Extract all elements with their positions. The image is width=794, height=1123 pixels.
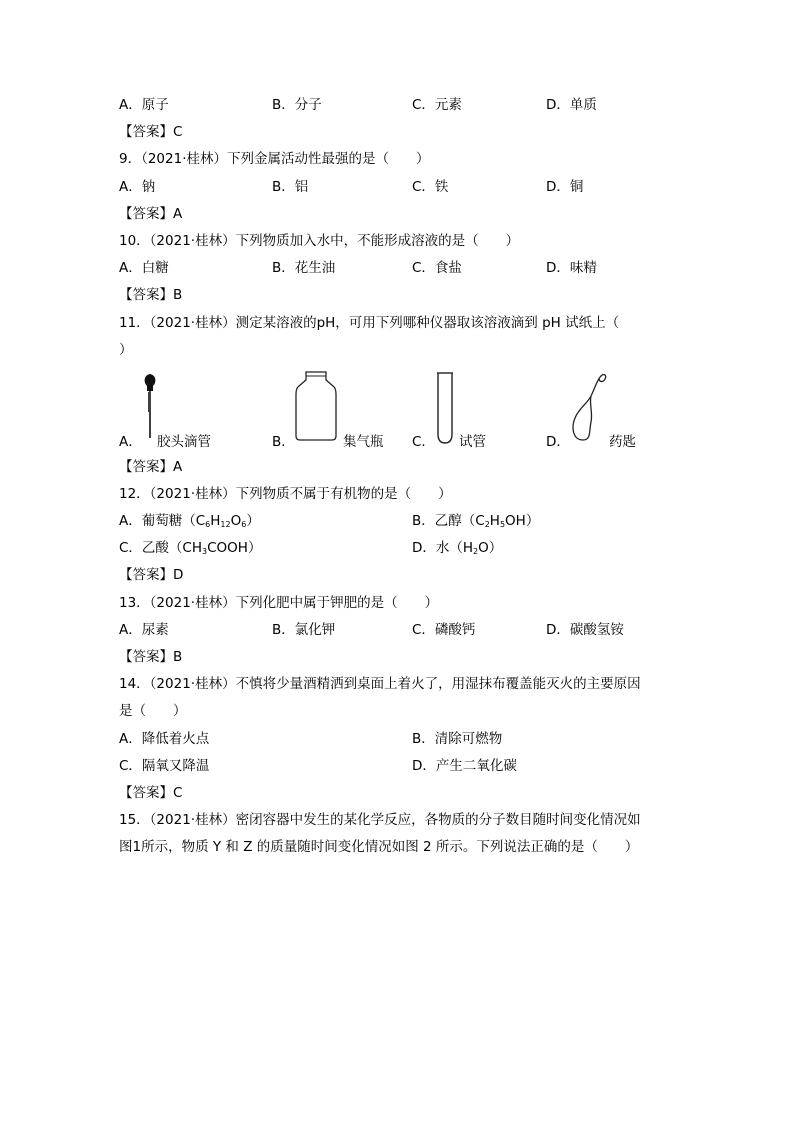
q8-option-b: B．分子 xyxy=(272,97,322,113)
q13-option-d: D．碳酸氢铵 xyxy=(546,622,624,638)
test-tube-figure xyxy=(434,370,456,446)
q13-option-b: B．氯化钾 xyxy=(272,622,336,638)
q12-option-d: D．水$(H_2O)$ xyxy=(412,540,503,556)
q12-option-c: C．乙酸$(CH_3COOH)$ xyxy=(119,540,262,556)
q14-option-b: B．清除可燃物 xyxy=(412,731,503,747)
q11-answer: 【答案】A xyxy=(119,459,183,475)
q9-option-b: B．铝 xyxy=(272,179,309,195)
q11-option-b-letter: B． xyxy=(272,434,295,450)
q10-option-d: D．味精 xyxy=(546,260,597,276)
q11-option-c-letter: C． xyxy=(412,434,435,450)
q14-stem-line2: 是（ ） xyxy=(119,703,187,719)
q9-option-c: C．铁 xyxy=(412,179,449,195)
q8-answer: 【答案】C xyxy=(119,124,183,140)
q12-option-a: A．葡萄糖$(C_6H_{12}O_6)$ xyxy=(119,513,260,529)
q10-stem: 10．（2021·桂林）下列物质加入水中，不能形成溶液的是（ ） xyxy=(119,233,520,249)
spoon-figure xyxy=(567,370,609,444)
q10-option-c: C．食盐 xyxy=(412,260,462,276)
q11-option-a-letter: A． xyxy=(119,434,142,450)
q13-option-c: C．磷酸钙 xyxy=(412,622,476,638)
q12-stem: 12．（2021·桂林）下列物质不属于有机物的是（ ） xyxy=(119,486,452,502)
q11-option-c-name: 试管 xyxy=(459,434,486,450)
q9-option-a: A．钠 xyxy=(119,179,156,195)
q15-stem-line1: 15．（2021·桂林）密闭容器中发生的某化学反应，各物质的分子数目随时间变化情况如 xyxy=(119,812,641,828)
q14-option-c: C．隔氧又降温 xyxy=(119,758,210,774)
q12-answer: 【答案】D xyxy=(119,567,184,583)
q13-option-a: A．尿素 xyxy=(119,622,169,638)
q8-option-a: A．原子 xyxy=(119,97,169,113)
q8-option-c: C．元素 xyxy=(412,97,462,113)
q8-option-d: D．单质 xyxy=(546,97,597,113)
q9-option-d: D．铜 xyxy=(546,179,584,195)
q11-option-b-name: 集气瓶 xyxy=(343,434,384,450)
gas-jar-figure xyxy=(293,370,339,442)
q13-stem: 13．（2021·桂林）下列化肥中属于钾肥的是（ ） xyxy=(119,595,439,611)
q11-option-d-letter: D． xyxy=(546,434,570,450)
q11-stem-line2: ） xyxy=(119,342,133,358)
q11-option-d-name: 药匙 xyxy=(609,434,636,450)
q10-option-b: B．花生油 xyxy=(272,260,336,276)
q15-stem-line2: 图1所示，物质 Y 和 Z 的质量随时间变化情况如图 2 所示。下列说法正确的是（ ） xyxy=(119,839,639,855)
q9-answer: 【答案】A xyxy=(119,206,183,222)
q12-option-b: B．乙醇$(C_2H_5OH)$ xyxy=(412,513,540,529)
q14-stem-line1: 14．（2021·桂林）不慎将少量酒精洒到桌面上着火了，用湿抹布覆盖能灭火的主要原因 xyxy=(119,676,641,692)
q11-option-a-name: 胶头滴管 xyxy=(157,434,211,450)
q14-option-d: D．产生二氧化碳 xyxy=(412,758,517,774)
q14-answer: 【答案】C xyxy=(119,785,183,801)
q9-stem: 9．（2021·桂林）下列金属活动性最强的是（ ） xyxy=(119,151,430,167)
q10-option-a: A．白糖 xyxy=(119,260,169,276)
q10-answer: 【答案】B xyxy=(119,287,183,303)
q13-answer: 【答案】B xyxy=(119,649,183,665)
q14-option-a: A．降低着火点 xyxy=(119,731,210,747)
q11-stem-line1: 11．（2021·桂林）测定某溶液的pH，可用下列哪种仪器取该溶液滴到 pH 试纸上（ xyxy=(119,315,620,331)
